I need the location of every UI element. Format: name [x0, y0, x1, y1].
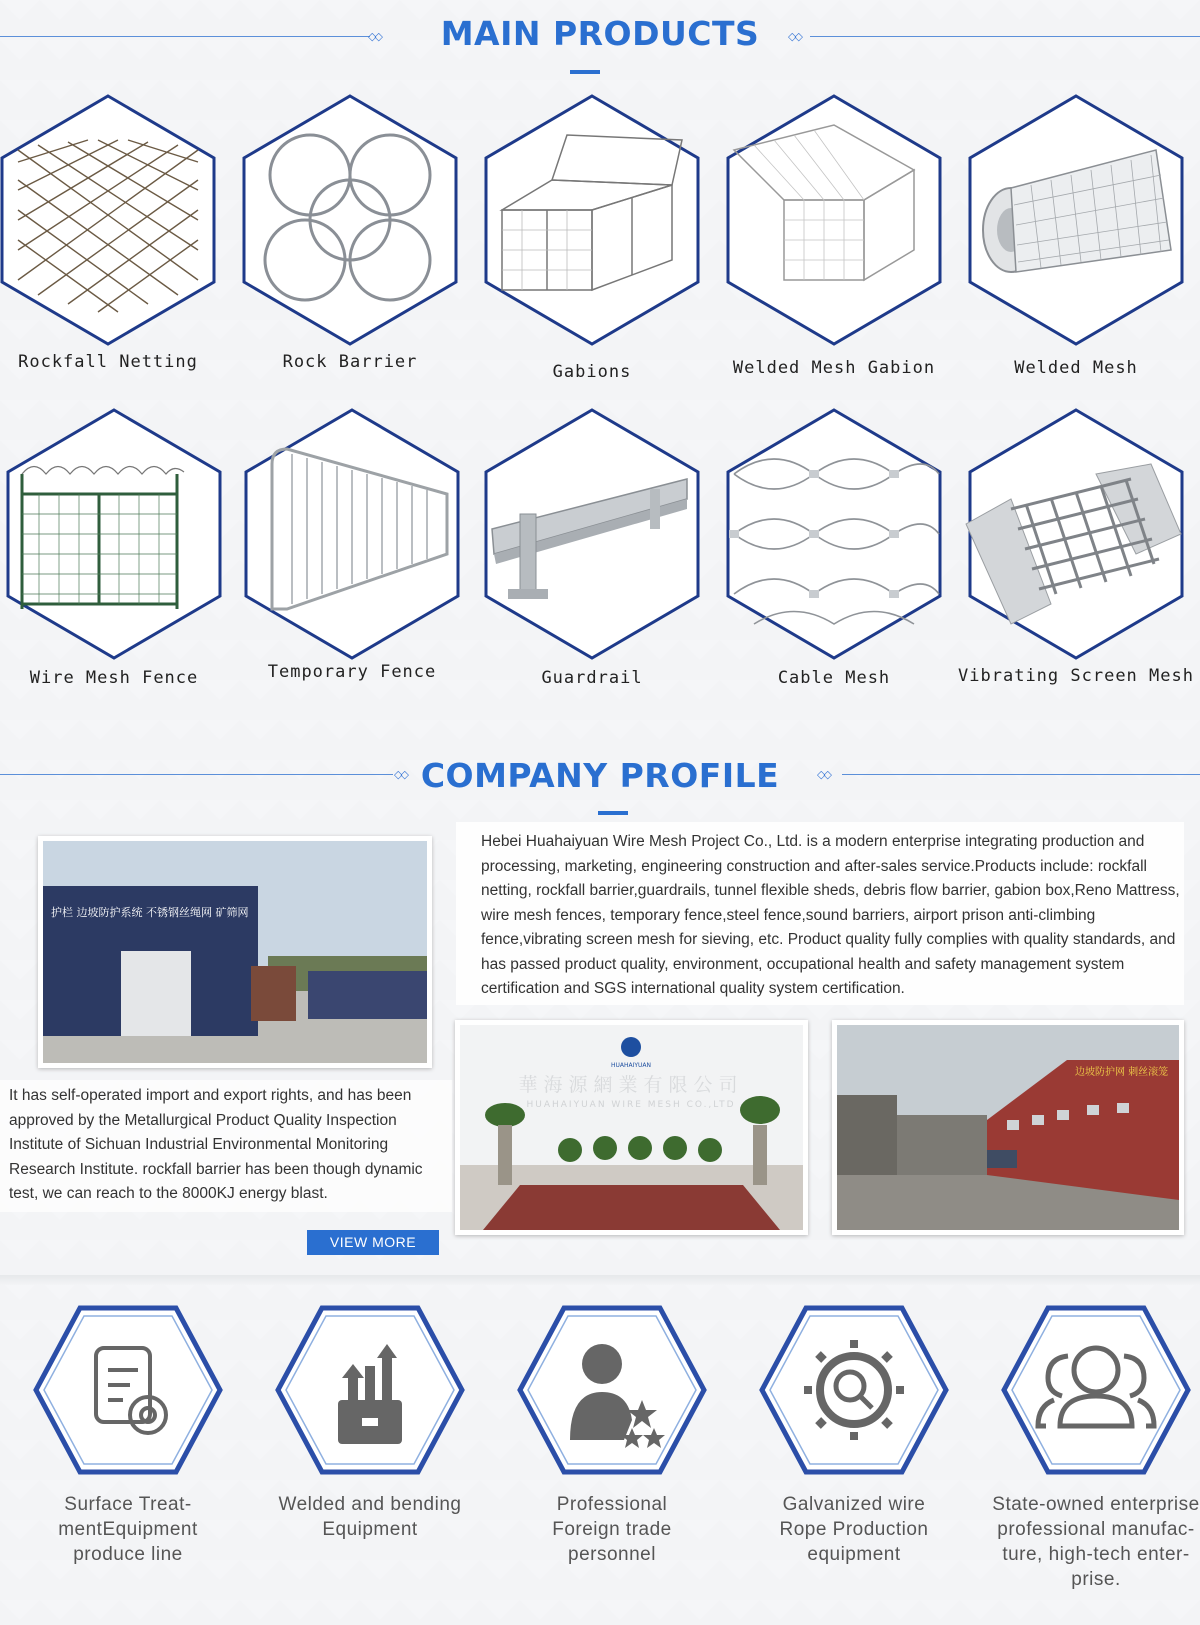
lobby-sign-cn: 華海源網業有限公司	[518, 1074, 744, 1096]
factory-sign-text: 护栏 边坡防护系统 不锈钢丝绳网 矿筛网	[51, 906, 249, 919]
crimped-screen-mesh-image	[956, 404, 1196, 664]
company-profile-title: COMPANY PROFILE	[420, 756, 780, 795]
users-group-icon	[976, 1300, 1200, 1480]
title-right-line	[842, 774, 1200, 775]
feature-state-owned	[976, 1300, 1200, 1590]
feature-wire-rope-production	[734, 1300, 974, 1565]
product-card-wire-mesh-fence[interactable]	[0, 404, 234, 704]
diamond-ornament-icon: ◇◇	[394, 768, 407, 781]
product-label: Cable Mesh	[777, 668, 891, 688]
factory-growth-icon	[250, 1300, 490, 1480]
product-card-cable-mesh[interactable]	[714, 404, 954, 704]
feature-label: Professional Foreign trade personnel	[552, 1494, 672, 1565]
document-gear-icon	[8, 1300, 248, 1480]
product-card-guardrail[interactable]	[472, 404, 712, 704]
green-fence-panel-image	[0, 404, 234, 664]
main-products-title: MAIN PRODUCTS	[440, 14, 760, 53]
welded-gabion-box-image	[714, 90, 954, 350]
product-card-gabions[interactable]	[472, 90, 712, 390]
feature-foreign-trade	[492, 1300, 732, 1565]
product-label: Welded Mesh Gabion	[732, 358, 936, 378]
company-lobby-image	[460, 1025, 803, 1230]
gear-search-icon	[734, 1300, 974, 1480]
cable-net-image	[714, 404, 954, 664]
company-profile-header	[0, 746, 1200, 806]
product-label: Guardrail	[541, 668, 643, 688]
welded-mesh-roll-image	[956, 90, 1196, 350]
factory-exterior-photo	[38, 836, 432, 1068]
company-description-2: It has self-operated import and export rights, and has been approved by the Metallurgical Product Quality Inspection Institute of Sichuan Industrial Environmental Monitoring Research Institute. rockfall barrier has been though dynamic test, we can reach to the 8000KJ energy blast.	[9, 1087, 423, 1202]
product-label: Temporary Fence	[267, 662, 437, 682]
factory-workshop-photo	[832, 1020, 1184, 1235]
gabion-box-image	[472, 90, 712, 350]
product-label: Gabions	[552, 362, 632, 382]
product-card-rockfall-netting[interactable]	[0, 90, 228, 390]
product-card-temporary-fence[interactable]	[232, 404, 472, 704]
diamond-mesh-net-image	[0, 90, 228, 350]
feature-label: State-owned enterprise professional manufac-ture, high-tech enter-prise.	[992, 1494, 1200, 1590]
product-label: Vibrating Screen Mesh	[958, 666, 1194, 686]
product-card-rock-barrier[interactable]	[230, 90, 470, 390]
steel-rings-image	[230, 90, 470, 350]
main-products-header	[0, 8, 1200, 68]
company-description: Hebei Huahaiyuan Wire Mesh Project Co., Ltd. is a modern enterprise integrating production and processing, marketing, engineering construction and after-sales service.Products include: rockfall netting, rockfall barrier,guardrails, tunnel flexible sheds, debris flow barrier, gabion box,Reno Mattress, wire mesh fences, temporary fence,steel fence,sound barriers, airport prison anti-climbing fence,vibrating screen mesh for sieving, etc. Product quality fully complies with quality standards, and has passed product quality, environment, occupational health and safety management system certification and SGS international quality system certification.	[481, 833, 1180, 997]
feature-surface-treatment	[8, 1300, 248, 1565]
feature-welding-equipment	[250, 1300, 490, 1540]
product-card-welded-mesh[interactable]	[956, 90, 1196, 390]
title-right-line	[810, 36, 1200, 37]
lobby-sign-en: HUAHAIYUAN WIRE MESH CO.,LTD	[526, 1100, 736, 1110]
highway-guardrail-image	[472, 404, 712, 664]
feature-label: Welded and bending Equipment	[278, 1494, 462, 1540]
factory-workshop-image	[837, 1025, 1179, 1230]
factory-exterior-image	[43, 841, 427, 1063]
title-underline	[570, 70, 600, 74]
workshop-sign-text: 边坡防护网 刺丝滚笼	[1075, 1067, 1169, 1078]
diamond-ornament-icon: ◇◇	[368, 30, 381, 43]
product-label: Welded Mesh	[1014, 358, 1138, 378]
view-more-button[interactable]: VIEW MORE	[307, 1230, 439, 1255]
product-label: Rock Barrier	[282, 352, 418, 372]
product-card-welded-mesh-gabion[interactable]	[714, 90, 954, 390]
section-divider	[0, 1275, 1200, 1285]
lobby-logo-text: HUAHAIYUAN	[610, 1062, 652, 1069]
product-label: Rockfall Netting	[18, 352, 198, 372]
diamond-ornament-icon: ◇◇	[788, 30, 801, 43]
title-underline	[598, 811, 628, 815]
product-label: Wire Mesh Fence	[29, 668, 199, 688]
feature-label: Surface Treat-mentEquipment produce line	[58, 1494, 198, 1565]
person-stars-icon	[492, 1300, 732, 1480]
diamond-ornament-icon: ◇◇	[817, 768, 830, 781]
company-lobby-photo	[455, 1020, 808, 1235]
product-card-vibrating-screen-mesh[interactable]	[956, 404, 1196, 704]
crowd-barrier-image	[232, 404, 472, 664]
feature-label: Galvanized wire Rope Production equipment	[779, 1494, 929, 1565]
